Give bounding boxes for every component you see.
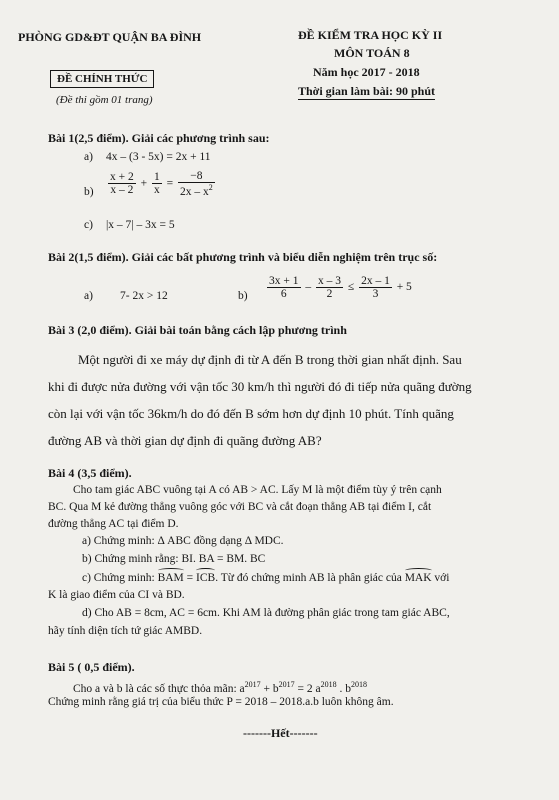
exponent: 2017	[244, 680, 261, 689]
bai4-part-d-line-2: hãy tính diện tích tứ giác AMBD.	[48, 625, 203, 637]
fraction-denominator: 6	[280, 288, 287, 300]
page-count-note: (Đề thi gồm 01 trang)	[56, 94, 153, 106]
bai3-line-1: Một người đi xe máy dự định đi từ A đến B trong thời gian nhất định. Sau	[78, 352, 462, 367]
fraction-numerator: x + 2	[110, 171, 134, 184]
exponent: 2	[208, 183, 213, 192]
fraction-denominator: 3	[372, 288, 379, 300]
bai5-line-2: Chứng minh rằng giá trị của biểu thức P = 2018 – 2018.a.b luôn không âm.	[48, 696, 394, 708]
bai3-line-2: khi đi được nửa đường với vận tốc 30 km/h thì người đó đi tiếp nửa quãng đường	[48, 379, 472, 394]
bai2-a-label: a)	[84, 290, 93, 302]
bai4-part-d-line-1: d) Cho AB = 8cm, AC = 6cm. Khi AM là đường phân giác trong tam giác ABC,	[82, 607, 450, 619]
fraction-numerator: −8	[178, 170, 215, 183]
bai5-text: + b	[260, 682, 279, 695]
bai1-a-equation: 4x – (3 - 5x) = 2x + 11	[106, 151, 211, 163]
minus-sign: –	[305, 281, 312, 294]
bai5-text: = 2 a	[294, 682, 321, 695]
less-equal-sign: ≤	[347, 281, 355, 294]
fraction-denominator: x	[154, 184, 160, 197]
bai4-part-b: b) Chứng minh rằng: BI. BA = BM. BC	[82, 553, 266, 565]
equals-sign: =	[186, 572, 194, 584]
bai5-text: . b	[336, 682, 351, 695]
bai1-c-equation: |x – 7| – 3x = 5	[106, 219, 175, 231]
bai2-b-label: b)	[238, 290, 248, 302]
bai5-text: Cho a và b là các số thực thỏa mãn: a	[73, 682, 245, 695]
bai4-line-1: Cho tam giác ABC vuông tại A có AB > AC. Lấy M là một điểm tùy ý trên cạnh	[73, 484, 442, 496]
bai4-title: Bài 4 (3,5 điểm).	[48, 466, 132, 480]
angle-icb: ICB	[196, 570, 215, 587]
bai1-b-equation	[106, 170, 217, 198]
department-name: PHÒNG GD&ĐT QUẬN BA ĐÌNH	[18, 30, 202, 44]
bai4-line-2: BC. Qua M kẻ đường thẳng vuông góc với BC và cắt đoạn thẳng AB tại điểm I, cắt	[48, 501, 432, 513]
bai4-part-c	[82, 570, 449, 587]
fraction-numerator: x – 3	[318, 275, 341, 287]
bai4-part-c-line-2: K là giao điểm của CI và BD.	[48, 589, 185, 601]
bai4-line-3: đường thẳng AC tại điểm D.	[48, 518, 179, 530]
denominator-text: 2x – x	[180, 185, 209, 198]
part-c-suffix: với	[434, 572, 450, 584]
bai1-c-label: c)	[84, 219, 93, 231]
bai2-title: Bài 2(1,5 điểm). Giải các bất phương trình và biểu diễn nghiệm trên trục số:	[48, 250, 438, 264]
bai1-title: Bài 1(2,5 điểm). Giải các phương trình sau:	[48, 131, 270, 145]
angle-bam: BAM	[158, 570, 184, 587]
exam-title: ĐỀ KIỂM TRA HỌC KỲ II	[298, 28, 443, 42]
fraction-numerator: 1	[154, 171, 160, 184]
equals-sign: =	[166, 177, 174, 190]
fraction-numerator: 3x + 1	[269, 275, 299, 287]
fraction-denominator: x – 2	[110, 184, 134, 197]
exponent: 2018	[351, 680, 367, 689]
bai2-a-inequality: 7- 2x > 12	[120, 290, 168, 302]
bai3-line-3: còn lại với vận tốc 36km/h do đó đến B sớm hơn dự định 10 phút. Tính quãng	[48, 406, 454, 421]
exponent: 2018	[320, 680, 337, 689]
angle-mak: MAK	[405, 570, 432, 587]
fraction-denominator	[178, 183, 215, 198]
bai4-part-a: a) Chứng minh: Δ ABC đồng dạng Δ MDC.	[82, 535, 284, 547]
bai2-b-inequality	[265, 275, 412, 300]
fraction-denominator: 2	[326, 288, 333, 300]
bai1-a-label: a)	[84, 151, 93, 163]
exam-duration: Thời gian làm bài: 90 phút	[298, 84, 436, 98]
bai3-title: Bài 3 (2,0 điểm). Giải bài toán bằng cách lập phương trình	[48, 323, 347, 337]
exponent: 2017	[278, 680, 295, 689]
bai5-title: Bài 5 ( 0,5 điểm).	[48, 660, 135, 674]
exam-subject: MÔN TOÁN 8	[334, 46, 410, 60]
end-marker: -------Hết-------	[243, 726, 318, 740]
inequality-tail: + 5	[396, 281, 412, 294]
bai1-b-label: b)	[84, 186, 94, 198]
fraction-numerator: 2x – 1	[361, 275, 390, 287]
part-c-prefix: c) Chứng minh:	[82, 572, 155, 584]
part-c-middle: . Từ đó chứng minh AB là phân giác của	[215, 572, 402, 584]
school-year: Năm học 2017 - 2018	[313, 65, 420, 79]
plus-sign: +	[140, 177, 148, 190]
bai3-line-4: đường AB và thời gian dự định đi quãng đường AB?	[48, 433, 322, 448]
official-stamp: ĐỀ CHÍNH THỨC	[50, 70, 154, 88]
